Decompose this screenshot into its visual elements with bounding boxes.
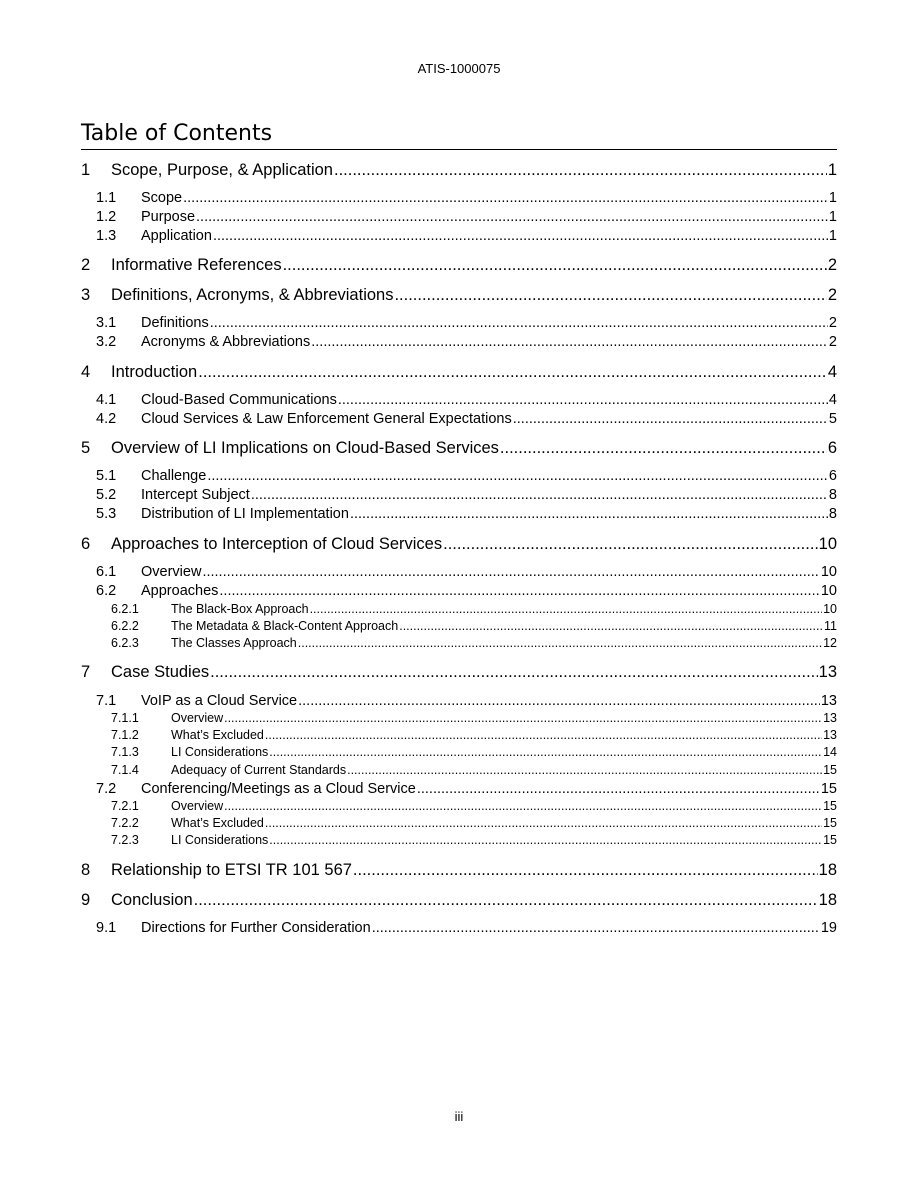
toc-entry-text: Application [141, 228, 212, 244]
toc-entry[interactable] [96, 391, 837, 409]
toc-entry[interactable] [96, 919, 837, 937]
toc-entry[interactable] [96, 189, 837, 207]
toc-entry[interactable] [96, 467, 837, 485]
toc-entry-page: 15 [823, 763, 837, 777]
toc-entry-number: 5 [81, 439, 91, 457]
toc-entry-text: Informative References [111, 256, 282, 274]
toc-entry-number: 5.3 [96, 506, 117, 522]
toc-entry-number: 6.2.1 [111, 602, 139, 616]
toc-entry-page: 2 [827, 256, 837, 274]
toc-entry-number: 3.2 [96, 334, 117, 350]
toc-entry[interactable] [81, 860, 837, 880]
toc-dot-leader [269, 745, 822, 760]
toc-entry[interactable] [81, 255, 837, 275]
toc-entry-number: 8 [81, 861, 91, 879]
toc-entry-number: 7.1 [96, 693, 117, 709]
toc-entry-text: The Black-Box Approach [171, 602, 309, 616]
toc-dot-leader [417, 780, 820, 798]
toc-entry-page: 15 [820, 781, 837, 797]
toc-entry-number: 4 [81, 363, 91, 381]
toc-dot-leader [347, 763, 822, 778]
toc-entry[interactable] [96, 563, 837, 581]
toc-entry-page: 19 [820, 920, 837, 936]
toc-entry[interactable] [111, 711, 837, 726]
toc-title: Table of Contents [81, 120, 837, 150]
toc-entry-number: 2 [81, 256, 91, 274]
toc-entry-page: 2 [828, 315, 837, 331]
toc-entry-text: Overview [171, 799, 224, 813]
toc-entry-text: Cloud Services & Law Enforcement General Expectations [141, 411, 512, 427]
toc-dot-leader [194, 890, 818, 910]
toc-entry[interactable] [81, 438, 837, 458]
toc-entry-text: Intercept Subject [141, 487, 250, 503]
toc-dot-leader [399, 619, 823, 634]
toc-entry-text: Conferencing/Meetings as a Cloud Service [141, 781, 416, 797]
toc-entry-page: 12 [823, 636, 837, 650]
toc-entry-page: 13 [823, 728, 837, 742]
toc-entry-number: 6.1 [96, 564, 117, 580]
toc-entry[interactable] [96, 505, 837, 523]
toc-entry-number: 7.1.1 [111, 711, 139, 725]
toc-entry-text: Approaches [141, 583, 219, 599]
toc-dot-leader [224, 711, 822, 726]
toc-entry-number: 1.1 [96, 190, 117, 206]
toc-dot-leader [394, 285, 826, 305]
toc-entry-page: 13 [823, 711, 837, 725]
toc-entry-page: 1 [828, 190, 837, 206]
toc-entry-number: 6 [81, 535, 91, 553]
toc-entry-text: Directions for Further Consideration [141, 920, 371, 936]
toc-dot-leader [311, 333, 828, 351]
toc-entry-text: Adequacy of Current Standards [171, 763, 347, 777]
toc-dot-leader [207, 467, 828, 485]
toc-entry-page: 14 [823, 745, 837, 759]
toc-entry-text: Definitions [141, 315, 209, 331]
toc-entry[interactable] [96, 208, 837, 226]
toc-entry-page: 10 [823, 602, 837, 616]
toc-entry-page: 18 [818, 861, 837, 879]
toc-entry-page: 1 [828, 228, 837, 244]
toc-dot-leader [210, 662, 818, 682]
toc-entry[interactable] [96, 314, 837, 332]
toc-entry-text: Scope, Purpose, & Application [111, 161, 333, 179]
toc-entry-text: Scope [141, 190, 183, 206]
toc-entry-page: 10 [820, 564, 837, 580]
toc-entry[interactable] [111, 728, 837, 743]
toc-dot-leader [298, 692, 820, 710]
toc-dot-leader [353, 860, 818, 880]
toc-dot-leader [338, 391, 828, 409]
toc-entry-text: Overview of LI Implications on Cloud-Based Services [111, 439, 499, 457]
toc-entry-number: 5.1 [96, 468, 117, 484]
toc-entry-page: 2 [827, 286, 837, 304]
toc-entry-number: 3.1 [96, 315, 117, 331]
toc-entry-page: 15 [823, 799, 837, 813]
toc-entry-number: 7.2.2 [111, 816, 139, 830]
toc-entry-number: 6.2.2 [111, 619, 139, 633]
toc-dot-leader [198, 362, 827, 382]
toc-entry[interactable] [111, 763, 837, 778]
toc-entry[interactable] [111, 636, 837, 651]
toc-entry[interactable] [81, 890, 837, 910]
toc-entry-page: 15 [823, 833, 837, 847]
toc-entry-page: 8 [828, 487, 837, 503]
toc-entry-page: 8 [828, 506, 837, 522]
toc-entry-text: Acronyms & Abbreviations [141, 334, 311, 350]
toc-dot-leader [213, 227, 828, 245]
toc-entry-number: 9 [81, 891, 91, 909]
toc-entry-text: Cloud-Based Communications [141, 392, 337, 408]
toc-dot-leader [265, 728, 822, 743]
toc-entry-number: 3 [81, 286, 91, 304]
toc-entry[interactable] [111, 816, 837, 831]
toc-dot-leader [310, 602, 823, 617]
toc-entry-number: 7.1.3 [111, 745, 139, 759]
toc-entry[interactable] [81, 534, 837, 554]
toc-dot-leader [372, 919, 820, 937]
toc-entry[interactable] [96, 227, 837, 245]
toc-entry-text: VoIP as a Cloud Service [141, 693, 298, 709]
toc-entry-number: 6.2 [96, 583, 117, 599]
toc-entry-page: 10 [818, 535, 837, 553]
toc-dot-leader [298, 636, 822, 651]
toc-entry[interactable] [111, 602, 837, 617]
toc-entry[interactable] [81, 285, 837, 305]
toc-entry-page: 4 [828, 392, 837, 408]
toc-entry[interactable] [111, 799, 837, 814]
toc-entry-page: 18 [818, 891, 837, 909]
toc-entry-text: The Classes Approach [171, 636, 297, 650]
toc-entry-number: 1.2 [96, 209, 117, 225]
toc-entry-number: 9.1 [96, 920, 117, 936]
toc-entry-text: Definitions, Acronyms, & Abbreviations [111, 286, 394, 304]
toc-dot-leader [443, 534, 818, 554]
toc-entry[interactable] [81, 362, 837, 382]
toc-entry-number: 7.2 [96, 781, 117, 797]
toc-entry[interactable] [111, 745, 837, 760]
toc-dot-leader [513, 410, 828, 428]
toc-entry-text: LI Considerations [171, 833, 269, 847]
toc-dot-leader [196, 208, 828, 226]
toc-dot-leader [202, 563, 819, 581]
toc-entry-page: 13 [820, 693, 837, 709]
page-number: iii [454, 1109, 464, 1124]
toc-entry-page: 6 [828, 468, 837, 484]
toc-entry-number: 4.2 [96, 411, 117, 427]
toc-entry-number: 7.2.1 [111, 799, 139, 813]
toc-dot-leader [334, 160, 827, 180]
toc-entry[interactable] [81, 160, 837, 180]
toc-entry-page: 1 [828, 209, 837, 225]
toc-entry[interactable] [96, 333, 837, 351]
toc-entry[interactable] [81, 662, 837, 682]
toc-entry-page: 11 [824, 619, 837, 633]
toc-entry-number: 5.2 [96, 487, 117, 503]
toc-dot-leader [283, 255, 827, 275]
toc-entry[interactable] [96, 582, 837, 600]
toc-entry-text: Overview [141, 564, 202, 580]
toc-entry-text: Relationship to ETSI TR 101 567 [111, 861, 352, 879]
toc-entry-text: What’s Excluded [171, 816, 264, 830]
toc-entry-page: 5 [828, 411, 837, 427]
toc-dot-leader [500, 438, 827, 458]
toc-dot-leader [350, 505, 828, 523]
toc-entry-number: 7.2.3 [111, 833, 139, 847]
toc-entry-number: 7.1.2 [111, 728, 139, 742]
toc-entry-number: 4.1 [96, 392, 117, 408]
toc-entry[interactable] [96, 780, 837, 798]
toc-dot-leader [210, 314, 828, 332]
toc-entry-text: Distribution of LI Implementation [141, 506, 349, 522]
toc-dot-leader [269, 833, 822, 848]
toc-entry-page: 10 [820, 583, 837, 599]
toc-dot-leader [251, 486, 828, 504]
toc-entry-page: 2 [828, 334, 837, 350]
toc-entry-number: 7 [81, 663, 91, 681]
toc-entry-text: Overview [171, 711, 224, 725]
toc-dot-leader [183, 189, 828, 207]
toc-entry-text: LI Considerations [171, 745, 269, 759]
toc-entry-number: 1.3 [96, 228, 117, 244]
toc-entry[interactable] [111, 833, 837, 848]
toc-entry-text: Introduction [111, 363, 198, 381]
toc-dot-leader [224, 799, 822, 814]
toc-entry-text: The Metadata & Black-Content Approach [171, 619, 399, 633]
toc-entry-text: Case Studies [111, 663, 210, 681]
toc-entry-text: Purpose [141, 209, 196, 225]
toc-entry-page: 6 [827, 439, 837, 457]
toc-entry[interactable] [96, 486, 837, 504]
toc-entry-number: 7.1.4 [111, 763, 139, 777]
page-header: ATIS-1000075 [417, 61, 501, 76]
toc-entry-page: 13 [818, 663, 837, 681]
toc-entry-page: 4 [827, 363, 837, 381]
toc-dot-leader [265, 816, 822, 831]
toc-entry-text: Challenge [141, 468, 207, 484]
toc-entry-text: Approaches to Interception of Cloud Services [111, 535, 443, 553]
toc-entry-text: What’s Excluded [171, 728, 264, 742]
toc-entry[interactable] [96, 692, 837, 710]
toc-entry-page: 15 [823, 816, 837, 830]
toc-dot-leader [219, 582, 819, 600]
toc-entry-number: 1 [81, 161, 91, 179]
toc-entry[interactable] [96, 410, 837, 428]
toc-entry-text: Conclusion [111, 891, 193, 909]
toc-entry[interactable] [111, 619, 837, 634]
toc-entry-page: 1 [827, 161, 837, 179]
toc-entry-number: 6.2.3 [111, 636, 139, 650]
